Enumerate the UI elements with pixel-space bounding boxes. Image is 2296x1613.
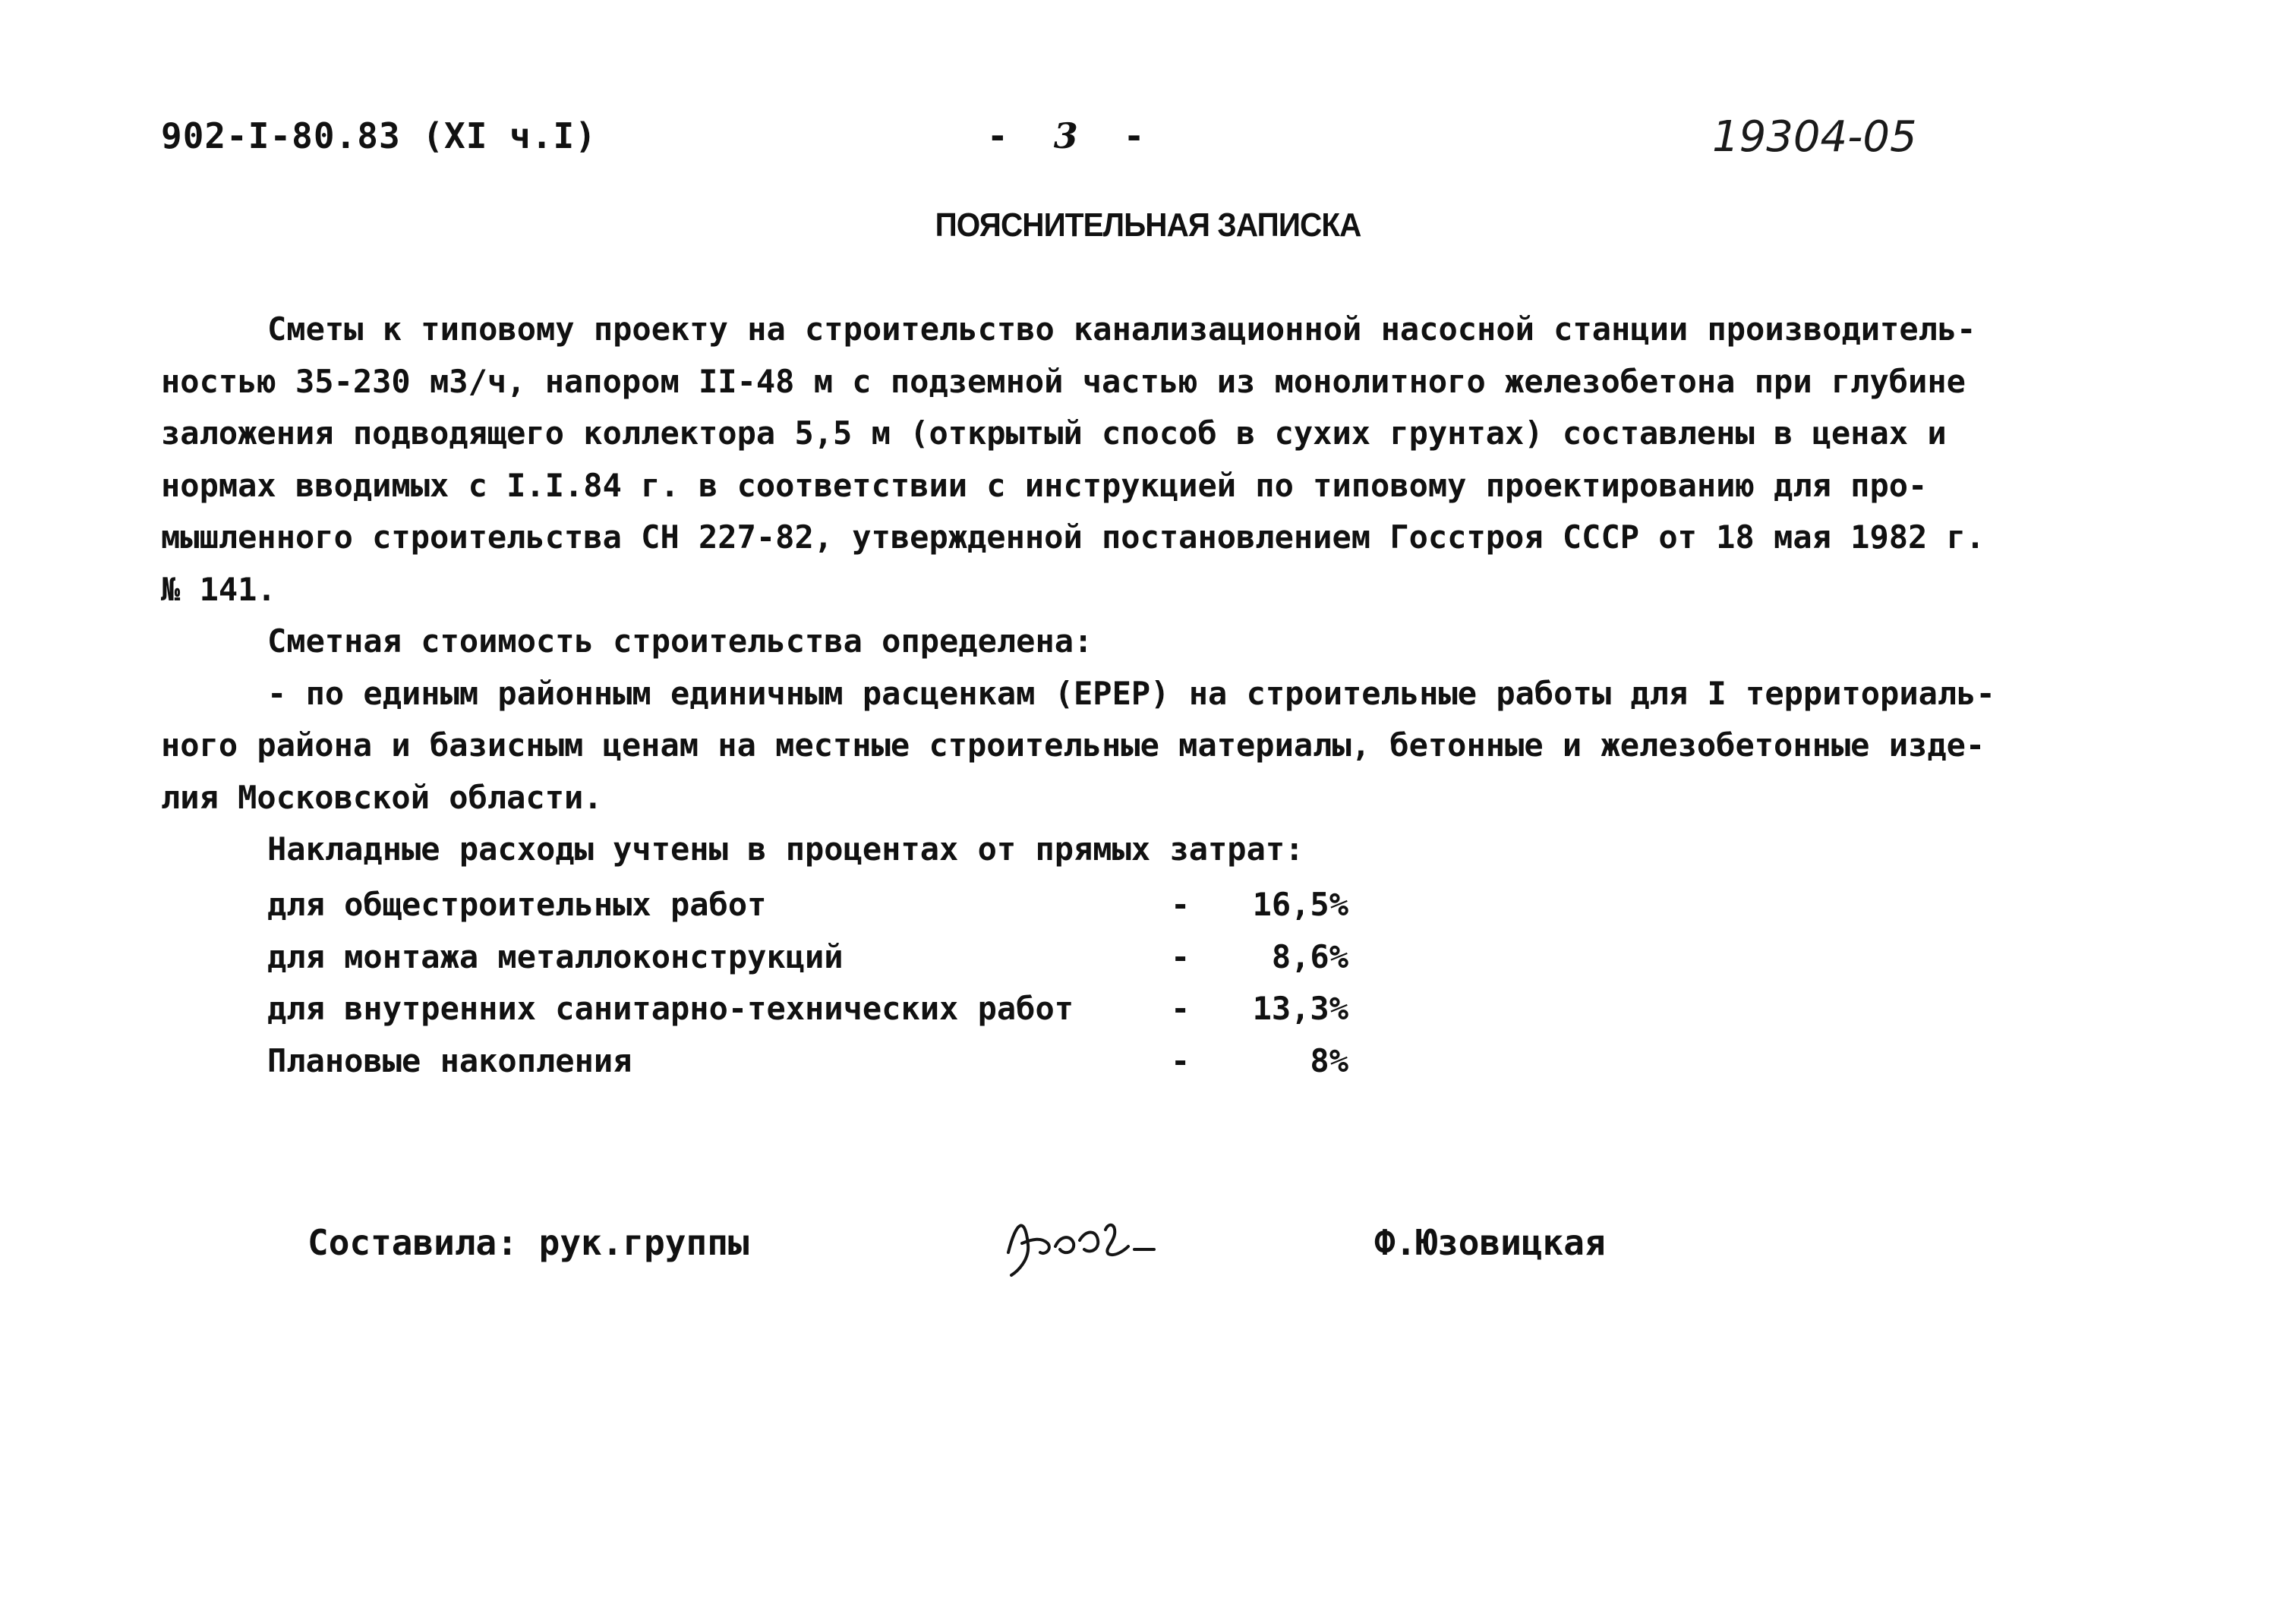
overhead-intro: Накладные расходы учтены в процентах от прямых затрат: (267, 830, 1304, 868)
paragraph-1-line-4: нормах вводимых с I.I.84 г. в соответствии с инструкцией по типовому проектированию для про- (161, 466, 1928, 504)
rate-value: 8% (1310, 1041, 1348, 1079)
paragraph-1-line-6: № 141. (161, 570, 276, 608)
signer-name: Ф.Юзовицкая (1374, 1222, 1606, 1263)
paragraph-1-line-5: мышленного строительства СН 227-82, утвержденной постановлением Госстроя СССР от 18 мая 1982 г. (161, 518, 1985, 556)
page-title: ПОЯСНИТЕЛЬНАЯ ЗАПИСКА (935, 206, 1361, 244)
rate-label: Плановые накопления (267, 1041, 632, 1079)
rate-dash: - (1171, 1041, 1191, 1079)
rate-dash: - (1171, 937, 1191, 975)
page-dash-left: - (987, 115, 1008, 156)
paragraph-2: Сметная стоимость строительства определена: (267, 622, 1093, 660)
page-number: 3 (1053, 115, 1078, 156)
paragraph-1-line-1: Сметы к типовому проекту на строительство канализационной насосной станции производитель- (267, 310, 1976, 348)
rate-label: для внутренних санитарно-технических работ (267, 990, 1074, 1027)
page-number-block (987, 115, 1144, 156)
rate-value: 13,3% (1252, 990, 1348, 1027)
paragraph-3-line-3: лия Московской области. (161, 778, 603, 816)
paragraph-1-line-2: ностью 35-230 м3/ч, напором II-48 м с подземной частью из монолитного железобетона при глубине (161, 362, 1966, 400)
main-body (161, 304, 2165, 876)
compiled-by-label: Составила: рук.группы (308, 1222, 749, 1263)
paragraph-3-line-2: ного района и базисным ценам на местные строительные материалы, бетонные и железобетонные изде- (161, 726, 1985, 764)
document-code: 902-I-80.83 (XI ч.I) (161, 115, 597, 156)
rate-label: для общестроительных работ (267, 886, 767, 923)
page-dash-right: - (1123, 115, 1145, 156)
rate-value: 8,6% (1271, 937, 1348, 975)
handwritten-signature (995, 1199, 1162, 1283)
handwritten-inventory-number: 19304-05 (1712, 112, 1917, 162)
rate-value: 16,5% (1252, 886, 1348, 923)
paragraph-1-line-3: заложения подводящего коллектора 5,5 м (открытый способ в сухих грунтах) составлены в ценах и (161, 414, 1947, 452)
rate-dash: - (1171, 886, 1191, 923)
rate-dash: - (1171, 990, 1191, 1027)
rate-label: для монтажа металлоконструкций (267, 937, 844, 975)
paragraph-3-line-1: - по единым районным единичным расценкам (ЕРЕР) на строительные работы для I территориаль- (267, 674, 1995, 712)
